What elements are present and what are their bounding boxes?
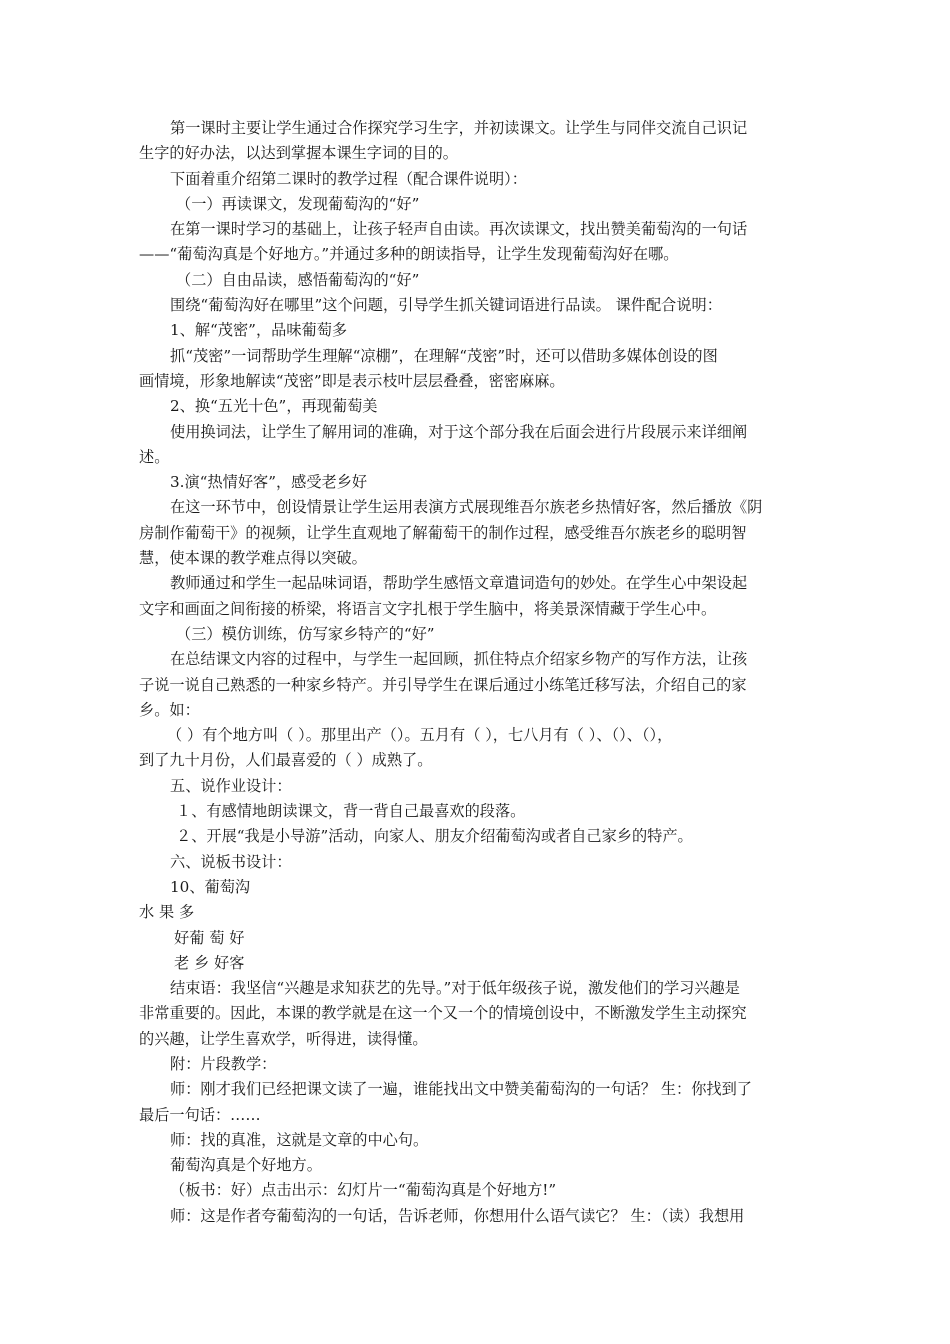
paragraph-line: 子说一说自己熟悉的一种家乡特产。并引导学生在课后通过小练笔迁移写法，介绍自己的家 bbox=[139, 675, 747, 694]
paragraph-line: 乡。如： bbox=[139, 700, 200, 719]
paragraph-line: 抓“茂密”一词帮助学生理解“凉棚”，在理解“茂密”时，还可以借助多媒体创设的图 bbox=[170, 346, 718, 365]
paragraph-line: 慧，使本课的教学难点得以突破。 bbox=[139, 549, 367, 568]
fill-in-template: 到了九十月份，人们最喜爱的（ ）成熟了。 bbox=[139, 751, 433, 770]
paragraph-line: 教师通过和学生一起品味词语，帮助学生感悟文章遣词造句的妙处。在学生心中架设起 bbox=[170, 574, 748, 593]
fill-in-template: （ ）有个地方叫（ ）。那里出产（）。五月有（ ），七八月有（ ）、（）、（）， bbox=[167, 726, 673, 745]
section-heading: （一）再读课文，发现葡萄沟的“好” bbox=[176, 194, 420, 213]
list-item: ２、开展“我是小导游”活动，向家人、朋友介绍葡萄沟或者自己家乡的特产。 bbox=[176, 827, 693, 846]
dialogue-line: 师：刚才我们已经把课文读了一遍，谁能找出文中赞美葡萄沟的一句话？ 生：你找到了 bbox=[170, 1080, 752, 1099]
document-body bbox=[139, 116, 811, 1229]
paragraph-line: 述。 bbox=[139, 447, 170, 466]
paragraph-line: 下面着重介绍第二课时的教学过程（配合课件说明）： bbox=[170, 169, 527, 188]
board-line: 水 果 多 bbox=[139, 903, 195, 922]
board-title: 10、葡萄沟 bbox=[170, 877, 251, 896]
paragraph-line: 第一课时主要让学生通过合作探究学习生字，并初读课文。让学生与同伴交流自己识记 bbox=[170, 119, 748, 137]
section-heading: （三）模仿训练，仿写家乡特产的“好” bbox=[176, 624, 435, 643]
dialogue-line: 最后一句话：…… bbox=[139, 1105, 261, 1124]
paragraph-line: 结束语：我坚信“兴趣是求知获艺的先导。”对于低年级孩子说，激发他们的学习兴趣是 bbox=[170, 979, 740, 998]
subsection-heading: 3.演“热情好客”，感受老乡好 bbox=[170, 473, 368, 492]
paragraph-line: 在总结课文内容的过程中，与学生一起回顾，抓住特点介绍家乡物产的写作方法，让孩 bbox=[170, 650, 748, 669]
section-heading: 附：片段教学： bbox=[170, 1054, 277, 1073]
board-line: 好葡 萄 好 bbox=[174, 928, 245, 947]
paragraph-line: 围绕“葡萄沟好在哪里”这个问题，引导学生抓关键词语进行品读。 课件配合说明： bbox=[170, 296, 722, 315]
section-heading: 五、说作业设计： bbox=[170, 776, 292, 795]
board-line: 老 乡 好客 bbox=[174, 953, 245, 972]
paragraph-line: 房制作葡萄干》的视频，让学生直观地了解葡萄干的制作过程，感受维吾尔族老乡的聪明智 bbox=[139, 523, 747, 542]
paragraph-line: 的兴趣，让学生喜欢学，听得进，读得懂。 bbox=[139, 1029, 428, 1048]
list-item: １、有感情地朗读课文，背一背自己最喜欢的段落。 bbox=[176, 802, 526, 821]
paragraph-line: 使用换词法，让学生了解用词的准确，对于这个部分我在后面会进行片段展示来详细阐 bbox=[170, 422, 748, 441]
section-heading: 六、说板书设计： bbox=[170, 852, 292, 871]
paragraph-line: 画情境，形象地解读“茂密”即是表示枝叶层层叠叠，密密麻麻。 bbox=[139, 371, 565, 390]
dialogue-line: 师：这是作者夸葡萄沟的一句话，告诉老师，你想用什么语气读它？ 生：（读）我想用 bbox=[170, 1206, 745, 1225]
paragraph-line: ——“葡萄沟真是个好地方。”并通过多种的朗读指导，让学生发现葡萄沟好在哪。 bbox=[139, 245, 679, 264]
paragraph-line: 非常重要的。因此，本课的教学就是在这一个又一个的情境创设中，不断激发学生主动探究 bbox=[139, 1004, 747, 1023]
paragraph-line: 文字和画面之间衔接的桥梁，将语言文字扎根于学生脑中，将美景深情藏于学生心中。 bbox=[139, 599, 717, 618]
subsection-heading: 1、解“茂密”，品味葡萄多 bbox=[170, 321, 348, 340]
paragraph-line: 在第一课时学习的基础上，让孩子轻声自由读。再次读课文，找出赞美葡萄沟的一句话 bbox=[170, 220, 748, 239]
paragraph-line: 在这一环节中，创设情景让学生运用表演方式展现维吾尔族老乡热情好客，然后播放《阴 bbox=[170, 498, 763, 517]
dialogue-line: 师：找的真准，这就是文章的中心句。 bbox=[170, 1130, 429, 1149]
subsection-heading: 2、换“五光十色”，再现葡萄美 bbox=[170, 397, 378, 416]
paragraph-line: 生字的好办法，以达到掌握本课生字词的目的。 bbox=[139, 144, 458, 163]
section-heading: （二）自由品读，感悟葡萄沟的“好” bbox=[176, 270, 420, 289]
dialogue-line: 葡萄沟真是个好地方。 bbox=[170, 1156, 322, 1175]
dialogue-line: （板书：好）点击出示：幻灯片一“葡萄沟真是个好地方!” bbox=[170, 1181, 557, 1200]
